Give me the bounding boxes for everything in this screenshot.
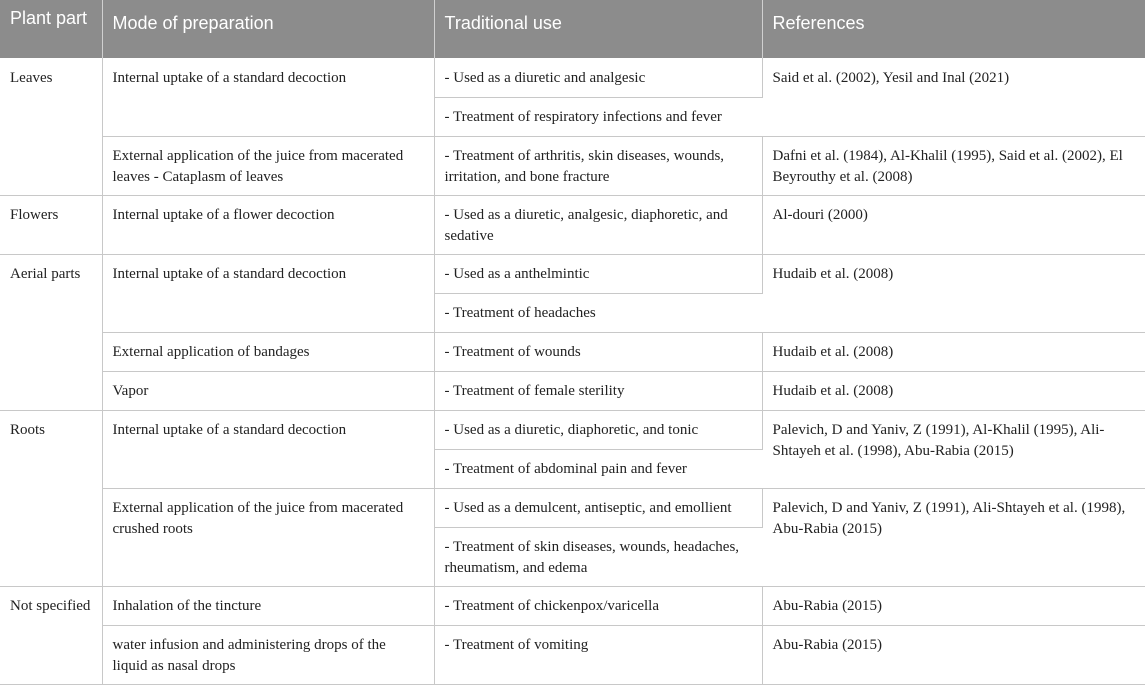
mode-cell: water infusion and administering drops of the liquid as nasal drops — [102, 625, 434, 684]
references-cell: Abu-Rabia (2015) — [762, 625, 1145, 684]
table-row — [0, 136, 1145, 195]
references-cell: Hudaib et al. (2008) — [762, 254, 1145, 332]
mode-cell: External application of the juice from macerated leaves - Cataplasm of leaves — [102, 136, 434, 195]
references-cell: Said et al. (2002), Yesil and Inal (2021) — [762, 58, 1145, 136]
references-cell: Palevich, D and Yaniv, Z (1991), Ali-Shtayeh et al. (1998), Abu-Rabia (2015) — [762, 488, 1145, 586]
mode-cell: Internal uptake of a standard decoction — [102, 410, 434, 488]
plant-part-cell: Roots — [0, 410, 102, 586]
table-row — [0, 410, 1145, 449]
table-row — [0, 332, 1145, 371]
use-cell: - Used as a anthelmintic — [434, 254, 762, 293]
use-cell: - Treatment of chickenpox/varicella — [434, 586, 762, 625]
table-row — [0, 371, 1145, 410]
plant-part-cell: Flowers — [0, 195, 102, 254]
table-row — [0, 58, 1145, 97]
plant-part-cell: Aerial parts — [0, 254, 102, 410]
references-cell: Hudaib et al. (2008) — [762, 332, 1145, 371]
mode-cell: Internal uptake of a standard decoction — [102, 58, 434, 136]
mode-cell: External application of bandages — [102, 332, 434, 371]
use-cell: - Treatment of skin diseases, wounds, headaches, rheumatism, and edema — [434, 527, 762, 586]
table-row — [0, 625, 1145, 684]
header-mode: Mode of preparation — [102, 0, 434, 58]
use-cell: - Used as a diuretic, analgesic, diaphoretic, and sedative — [434, 195, 762, 254]
use-cell: - Used as a diuretic and analgesic — [434, 58, 762, 97]
references-cell: Al-douri (2000) — [762, 195, 1145, 254]
table-row — [0, 488, 1145, 527]
use-cell: - Used as a diuretic, diaphoretic, and tonic — [434, 410, 762, 449]
header-traditional-use: Traditional use — [434, 0, 762, 58]
use-cell: - Treatment of respiratory infections and fever — [434, 97, 762, 136]
use-cell: - Treatment of vomiting — [434, 625, 762, 684]
header-row — [0, 0, 1145, 58]
use-cell: - Treatment of headaches — [434, 293, 762, 332]
header-references: References — [762, 0, 1145, 58]
use-cell: - Used as a demulcent, antiseptic, and emollient — [434, 488, 762, 527]
table-row — [0, 195, 1145, 254]
mode-cell: External application of the juice from macerated crushed roots — [102, 488, 434, 586]
mode-cell: Internal uptake of a flower decoction — [102, 195, 434, 254]
table-row — [0, 586, 1145, 625]
use-cell: - Treatment of female sterility — [434, 371, 762, 410]
plant-part-cell: Not specified — [0, 586, 102, 684]
mode-cell: Vapor — [102, 371, 434, 410]
use-cell: - Treatment of arthritis, skin diseases, wounds, irritation, and bone fracture — [434, 136, 762, 195]
use-cell: - Treatment of abdominal pain and fever — [434, 449, 762, 488]
header-plant-part: Plant part — [0, 0, 102, 58]
references-cell: Dafni et al. (1984), Al-Khalil (1995), Said et al. (2002), El Beyrouthy et al. (2008) — [762, 136, 1145, 195]
references-cell: Palevich, D and Yaniv, Z (1991), Al-Khalil (1995), Ali-Shtayeh et al. (1998), Abu-Rabia (2015) — [762, 410, 1145, 488]
mode-cell: Inhalation of the tincture — [102, 586, 434, 625]
plant-part-cell: Leaves — [0, 58, 102, 195]
references-cell: Abu-Rabia (2015) — [762, 586, 1145, 625]
use-cell: - Treatment of wounds — [434, 332, 762, 371]
references-cell: Hudaib et al. (2008) — [762, 371, 1145, 410]
mode-cell: Internal uptake of a standard decoction — [102, 254, 434, 332]
table-row — [0, 254, 1145, 293]
